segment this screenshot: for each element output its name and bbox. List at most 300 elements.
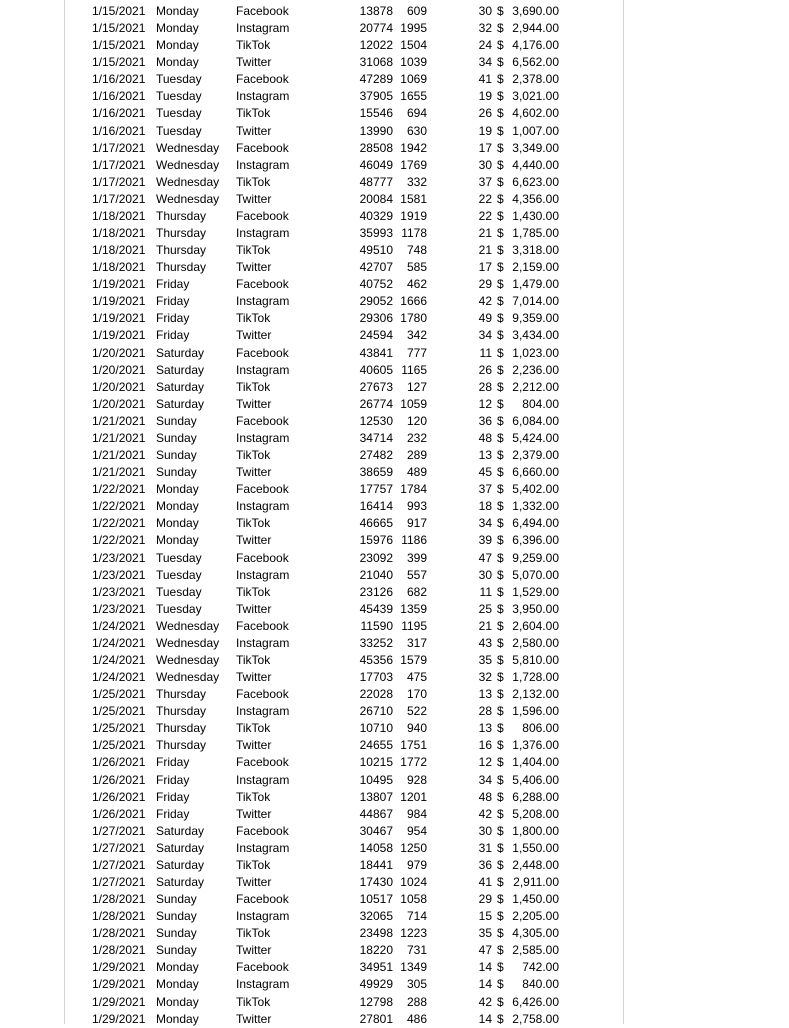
amount-cell: 742.00 <box>522 960 559 975</box>
platform-cell: Facebook <box>236 4 289 18</box>
currency-cell: $ <box>497 994 504 1009</box>
day-cell: Monday <box>156 960 199 975</box>
value-a-cell: 10517 <box>359 892 393 907</box>
date-cell: 1/29/2021 <box>92 960 146 975</box>
currency-cell: $ <box>497 874 504 889</box>
value-c-cell: 22 <box>478 208 492 223</box>
value-a-cell: 12530 <box>359 413 393 428</box>
table-row <box>0 3 789 20</box>
date-cell: 1/27/2021 <box>92 874 146 889</box>
value-a-cell: 24594 <box>359 328 393 343</box>
date-cell: 1/17/2021 <box>92 174 146 189</box>
value-b-cell: 1059 <box>400 396 427 411</box>
currency-cell: $ <box>497 755 504 770</box>
amount-cell: 2,159.00 <box>512 260 559 275</box>
date-cell: 1/28/2021 <box>92 892 146 907</box>
value-b-cell: 170 <box>406 687 427 702</box>
date-cell: 1/27/2021 <box>92 823 146 838</box>
date-cell: 1/16/2021 <box>92 106 146 121</box>
value-b-cell: 777 <box>406 345 427 360</box>
amount-cell: 3,950.00 <box>512 601 559 616</box>
date-cell: 1/18/2021 <box>92 208 146 223</box>
date-cell: 1/29/2021 <box>92 994 146 1009</box>
day-cell: Saturday <box>156 874 205 889</box>
currency-cell: $ <box>497 857 504 872</box>
table-row <box>0 174 789 191</box>
amount-cell: 1,430.00 <box>512 208 559 223</box>
day-cell: Monday <box>156 977 199 992</box>
table-row <box>0 276 789 293</box>
currency-cell: $ <box>497 174 504 189</box>
value-c-cell: 21 <box>478 243 492 258</box>
value-c-cell: 14 <box>478 977 492 992</box>
value-b-cell: 1165 <box>401 362 427 377</box>
date-cell: 1/28/2021 <box>92 943 146 958</box>
amount-cell: 2,205.00 <box>512 909 559 924</box>
platform-cell: Facebook <box>236 482 289 497</box>
date-cell: 1/20/2021 <box>92 345 146 360</box>
amount-cell: 2,758.00 <box>512 1011 559 1026</box>
value-c-cell: 35 <box>478 926 492 941</box>
day-cell: Monday <box>156 516 199 531</box>
value-a-cell: 26710 <box>359 704 393 719</box>
value-c-cell: 19 <box>478 123 492 138</box>
value-c-cell: 43 <box>478 635 492 650</box>
amount-cell: 840.00 <box>522 977 559 992</box>
amount-cell: 7,014.00 <box>512 294 559 309</box>
value-b-cell: 979 <box>406 857 427 872</box>
currency-cell: $ <box>497 704 504 719</box>
value-c-cell: 13 <box>478 721 492 736</box>
value-a-cell: 10215 <box>359 755 393 770</box>
value-b-cell: 1942 <box>400 140 427 155</box>
value-c-cell: 26 <box>478 106 492 121</box>
platform-cell: TikTok <box>236 994 271 1009</box>
platform-cell: Twitter <box>236 874 272 889</box>
amount-cell: 1,007.00 <box>512 123 559 138</box>
date-cell: 1/23/2021 <box>92 601 146 616</box>
platform-cell: Twitter <box>236 670 272 685</box>
value-c-cell: 36 <box>478 413 492 428</box>
date-cell: 1/25/2021 <box>92 721 146 736</box>
value-c-cell: 30 <box>478 4 492 18</box>
value-c-cell: 41 <box>478 874 492 889</box>
currency-cell: $ <box>497 977 504 992</box>
value-c-cell: 13 <box>478 448 492 463</box>
amount-cell: 9,259.00 <box>512 550 559 565</box>
value-a-cell: 17703 <box>359 670 393 685</box>
amount-cell: 2,132.00 <box>512 687 559 702</box>
day-cell: Friday <box>156 328 190 343</box>
date-cell: 1/24/2021 <box>92 670 146 685</box>
amount-cell: 1,800.00 <box>512 823 559 838</box>
table-row <box>0 71 789 88</box>
value-b-cell: 1504 <box>400 38 427 53</box>
currency-cell: $ <box>497 567 504 582</box>
amount-cell: 1,550.00 <box>512 840 559 855</box>
date-cell: 1/24/2021 <box>92 652 146 667</box>
value-a-cell: 27801 <box>359 1011 393 1026</box>
value-a-cell: 47289 <box>359 72 393 87</box>
value-c-cell: 32 <box>478 670 492 685</box>
value-a-cell: 20774 <box>359 21 393 36</box>
value-b-cell: 1178 <box>401 226 427 241</box>
platform-cell: TikTok <box>236 584 271 599</box>
day-cell: Friday <box>156 806 190 821</box>
value-b-cell: 1250 <box>400 840 427 855</box>
value-b-cell: 1223 <box>400 926 427 941</box>
currency-cell: $ <box>497 926 504 941</box>
date-cell: 1/22/2021 <box>92 482 146 497</box>
platform-cell: Facebook <box>236 960 289 975</box>
value-c-cell: 34 <box>478 328 492 343</box>
day-cell: Sunday <box>156 926 197 941</box>
day-cell: Wednesday <box>156 140 220 155</box>
amount-cell: 6,396.00 <box>512 533 559 548</box>
value-b-cell: 489 <box>406 465 427 480</box>
day-cell: Monday <box>156 533 199 548</box>
value-c-cell: 22 <box>478 191 492 206</box>
platform-cell: Instagram <box>236 499 290 514</box>
platform-cell: Facebook <box>236 687 289 702</box>
currency-cell: $ <box>497 294 504 309</box>
platform-cell: Facebook <box>236 277 289 292</box>
value-b-cell: 342 <box>406 328 427 343</box>
value-a-cell: 34714 <box>359 430 393 445</box>
value-b-cell: 984 <box>406 806 427 821</box>
day-cell: Sunday <box>156 909 197 924</box>
amount-cell: 4,356.00 <box>512 191 559 206</box>
platform-cell: Twitter <box>236 396 272 411</box>
value-b-cell: 522 <box>406 704 427 719</box>
table-row <box>0 447 789 464</box>
value-a-cell: 35993 <box>359 226 393 241</box>
value-c-cell: 35 <box>478 652 492 667</box>
table-row <box>0 413 789 430</box>
platform-cell: TikTok <box>236 652 271 667</box>
date-cell: 1/26/2021 <box>92 755 146 770</box>
value-b-cell: 993 <box>406 499 427 514</box>
currency-cell: $ <box>497 226 504 241</box>
value-a-cell: 27482 <box>359 448 393 463</box>
platform-cell: Instagram <box>236 909 290 924</box>
table-row <box>0 686 789 703</box>
currency-cell: $ <box>497 345 504 360</box>
value-c-cell: 29 <box>478 277 492 292</box>
value-b-cell: 694 <box>406 106 427 121</box>
value-a-cell: 23498 <box>359 926 393 941</box>
date-cell: 1/15/2021 <box>92 4 146 18</box>
value-b-cell: 399 <box>406 550 427 565</box>
amount-cell: 5,406.00 <box>512 772 559 787</box>
platform-cell: Facebook <box>236 345 289 360</box>
value-b-cell: 1024 <box>400 874 427 889</box>
platform-cell: Instagram <box>236 704 290 719</box>
currency-cell: $ <box>497 635 504 650</box>
table-row <box>0 362 789 379</box>
value-c-cell: 36 <box>478 857 492 872</box>
date-cell: 1/18/2021 <box>92 260 146 275</box>
day-cell: Tuesday <box>156 106 202 121</box>
currency-cell: $ <box>497 157 504 172</box>
table-row <box>0 994 789 1011</box>
day-cell: Monday <box>156 499 199 514</box>
value-a-cell: 29306 <box>359 311 393 326</box>
value-c-cell: 25 <box>478 601 492 616</box>
amount-cell: 1,596.00 <box>512 704 559 719</box>
value-a-cell: 17430 <box>359 874 393 889</box>
platform-cell: Twitter <box>236 191 272 206</box>
value-c-cell: 28 <box>478 379 492 394</box>
date-cell: 1/19/2021 <box>92 277 146 292</box>
amount-cell: 4,176.00 <box>512 38 559 53</box>
value-b-cell: 630 <box>406 123 427 138</box>
currency-cell: $ <box>497 243 504 258</box>
platform-cell: Instagram <box>236 362 290 377</box>
day-cell: Tuesday <box>156 584 202 599</box>
table-row <box>0 481 789 498</box>
table-row <box>0 464 789 481</box>
date-cell: 1/28/2021 <box>92 926 146 941</box>
value-c-cell: 32 <box>478 21 492 36</box>
table-row <box>0 789 789 806</box>
day-cell: Monday <box>156 38 199 53</box>
value-a-cell: 10495 <box>359 772 393 787</box>
value-a-cell: 37905 <box>359 89 393 104</box>
day-cell: Saturday <box>156 345 205 360</box>
value-c-cell: 42 <box>478 994 492 1009</box>
currency-cell: $ <box>497 140 504 155</box>
value-a-cell: 31068 <box>359 55 393 70</box>
day-cell: Saturday <box>156 396 205 411</box>
value-c-cell: 12 <box>478 755 492 770</box>
value-c-cell: 48 <box>478 430 492 445</box>
value-c-cell: 14 <box>478 1011 492 1026</box>
day-cell: Friday <box>156 294 190 309</box>
value-b-cell: 1195 <box>401 618 427 633</box>
value-b-cell: 731 <box>406 943 427 958</box>
value-c-cell: 45 <box>478 465 492 480</box>
value-a-cell: 40752 <box>359 277 393 292</box>
currency-cell: $ <box>497 584 504 599</box>
date-cell: 1/24/2021 <box>92 618 146 633</box>
table-row <box>0 976 789 993</box>
amount-cell: 3,318.00 <box>512 243 559 258</box>
value-c-cell: 17 <box>478 140 492 155</box>
table-row <box>0 703 789 720</box>
value-b-cell: 462 <box>406 277 427 292</box>
amount-cell: 1,450.00 <box>512 892 559 907</box>
date-cell: 1/22/2021 <box>92 533 146 548</box>
table-row <box>0 208 789 225</box>
currency-cell: $ <box>497 328 504 343</box>
day-cell: Wednesday <box>156 670 220 685</box>
currency-cell: $ <box>497 516 504 531</box>
currency-cell: $ <box>497 482 504 497</box>
currency-cell: $ <box>497 413 504 428</box>
day-cell: Sunday <box>156 943 197 958</box>
day-cell: Sunday <box>156 448 197 463</box>
table-row <box>0 806 789 823</box>
day-cell: Monday <box>156 4 199 18</box>
currency-cell: $ <box>497 38 504 53</box>
platform-cell: Twitter <box>236 55 272 70</box>
value-b-cell: 940 <box>406 721 427 736</box>
amount-cell: 1,332.00 <box>512 499 559 514</box>
platform-cell: Twitter <box>236 533 272 548</box>
value-a-cell: 21040 <box>359 567 393 582</box>
table-row <box>0 242 789 259</box>
date-cell: 1/16/2021 <box>92 72 146 87</box>
day-cell: Thursday <box>156 243 207 258</box>
date-cell: 1/27/2021 <box>92 857 146 872</box>
value-a-cell: 46665 <box>359 516 393 531</box>
value-b-cell: 748 <box>406 243 427 258</box>
currency-cell: $ <box>497 123 504 138</box>
table-row <box>0 310 789 327</box>
currency-cell: $ <box>497 89 504 104</box>
value-b-cell: 1186 <box>401 533 427 548</box>
day-cell: Thursday <box>156 208 207 223</box>
table-row <box>0 959 789 976</box>
amount-cell: 2,585.00 <box>512 943 559 958</box>
amount-cell: 2,378.00 <box>512 72 559 87</box>
platform-cell: Instagram <box>236 430 290 445</box>
table-row <box>0 191 789 208</box>
currency-cell: $ <box>497 191 504 206</box>
value-c-cell: 34 <box>478 55 492 70</box>
value-b-cell: 288 <box>406 994 427 1009</box>
value-a-cell: 14058 <box>359 840 393 855</box>
value-a-cell: 46049 <box>359 157 393 172</box>
value-c-cell: 42 <box>478 806 492 821</box>
currency-cell: $ <box>497 499 504 514</box>
amount-cell: 5,070.00 <box>512 567 559 582</box>
value-b-cell: 1919 <box>400 208 427 223</box>
value-c-cell: 37 <box>478 174 492 189</box>
date-cell: 1/26/2021 <box>92 772 146 787</box>
table-row <box>0 840 789 857</box>
value-c-cell: 16 <box>478 738 492 753</box>
amount-cell: 1,785.00 <box>512 226 559 241</box>
amount-cell: 2,604.00 <box>512 618 559 633</box>
value-c-cell: 47 <box>478 550 492 565</box>
day-cell: Wednesday <box>156 635 220 650</box>
day-cell: Tuesday <box>156 123 202 138</box>
value-a-cell: 13878 <box>359 4 393 18</box>
date-cell: 1/18/2021 <box>92 243 146 258</box>
value-b-cell: 714 <box>406 909 427 924</box>
date-cell: 1/29/2021 <box>92 1011 146 1026</box>
date-cell: 1/16/2021 <box>92 123 146 138</box>
value-c-cell: 17 <box>478 260 492 275</box>
platform-cell: Facebook <box>236 550 289 565</box>
value-c-cell: 24 <box>478 38 492 53</box>
currency-cell: $ <box>497 379 504 394</box>
date-cell: 1/21/2021 <box>92 465 146 480</box>
amount-cell: 6,426.00 <box>512 994 559 1009</box>
platform-cell: TikTok <box>236 789 271 804</box>
value-c-cell: 34 <box>478 772 492 787</box>
day-cell: Friday <box>156 311 190 326</box>
table-row <box>0 1011 789 1028</box>
table-row <box>0 498 789 515</box>
value-b-cell: 1769 <box>400 157 427 172</box>
platform-cell: Instagram <box>236 635 290 650</box>
table-row <box>0 891 789 908</box>
value-a-cell: 26774 <box>359 396 393 411</box>
date-cell: 1/15/2021 <box>92 21 146 36</box>
value-b-cell: 682 <box>406 584 427 599</box>
date-cell: 1/21/2021 <box>92 430 146 445</box>
table-row <box>0 618 789 635</box>
currency-cell: $ <box>497 448 504 463</box>
value-b-cell: 1058 <box>400 892 427 907</box>
currency-cell: $ <box>497 1011 504 1026</box>
platform-cell: TikTok <box>236 926 271 941</box>
value-b-cell: 317 <box>406 635 427 650</box>
currency-cell: $ <box>497 687 504 702</box>
amount-cell: 9,359.00 <box>512 311 559 326</box>
value-a-cell: 40329 <box>359 208 393 223</box>
value-c-cell: 14 <box>478 960 492 975</box>
value-b-cell: 917 <box>406 516 427 531</box>
table-row <box>0 584 789 601</box>
value-c-cell: 11 <box>479 584 492 599</box>
value-c-cell: 41 <box>478 72 492 87</box>
day-cell: Saturday <box>156 823 205 838</box>
value-a-cell: 49510 <box>359 243 393 258</box>
day-cell: Tuesday <box>156 567 202 582</box>
value-a-cell: 18441 <box>359 857 393 872</box>
value-c-cell: 47 <box>478 943 492 958</box>
date-cell: 1/25/2021 <box>92 687 146 702</box>
date-cell: 1/20/2021 <box>92 396 146 411</box>
platform-cell: Twitter <box>236 123 272 138</box>
day-cell: Monday <box>156 55 199 70</box>
value-c-cell: 39 <box>478 533 492 548</box>
date-cell: 1/18/2021 <box>92 226 146 241</box>
value-a-cell: 33252 <box>359 635 393 650</box>
value-b-cell: 1780 <box>400 311 427 326</box>
platform-cell: Instagram <box>236 21 290 36</box>
value-a-cell: 45439 <box>359 601 393 616</box>
currency-cell: $ <box>497 960 504 975</box>
value-a-cell: 48777 <box>359 174 393 189</box>
amount-cell: 2,236.00 <box>512 362 559 377</box>
date-cell: 1/21/2021 <box>92 413 146 428</box>
value-b-cell: 954 <box>406 823 427 838</box>
value-b-cell: 1069 <box>400 72 427 87</box>
table-row <box>0 550 789 567</box>
day-cell: Wednesday <box>156 618 220 633</box>
date-cell: 1/23/2021 <box>92 550 146 565</box>
value-a-cell: 20084 <box>359 191 393 206</box>
currency-cell: $ <box>497 738 504 753</box>
platform-cell: TikTok <box>236 857 271 872</box>
table-row <box>0 532 789 549</box>
value-b-cell: 1201 <box>400 789 427 804</box>
platform-cell: Twitter <box>236 806 272 821</box>
value-a-cell: 30467 <box>359 823 393 838</box>
currency-cell: $ <box>497 652 504 667</box>
platform-cell: TikTok <box>236 379 271 394</box>
platform-cell: Facebook <box>236 208 289 223</box>
value-a-cell: 15546 <box>359 106 393 121</box>
value-c-cell: 21 <box>478 618 492 633</box>
platform-cell: TikTok <box>236 311 271 326</box>
platform-cell: TikTok <box>236 243 271 258</box>
